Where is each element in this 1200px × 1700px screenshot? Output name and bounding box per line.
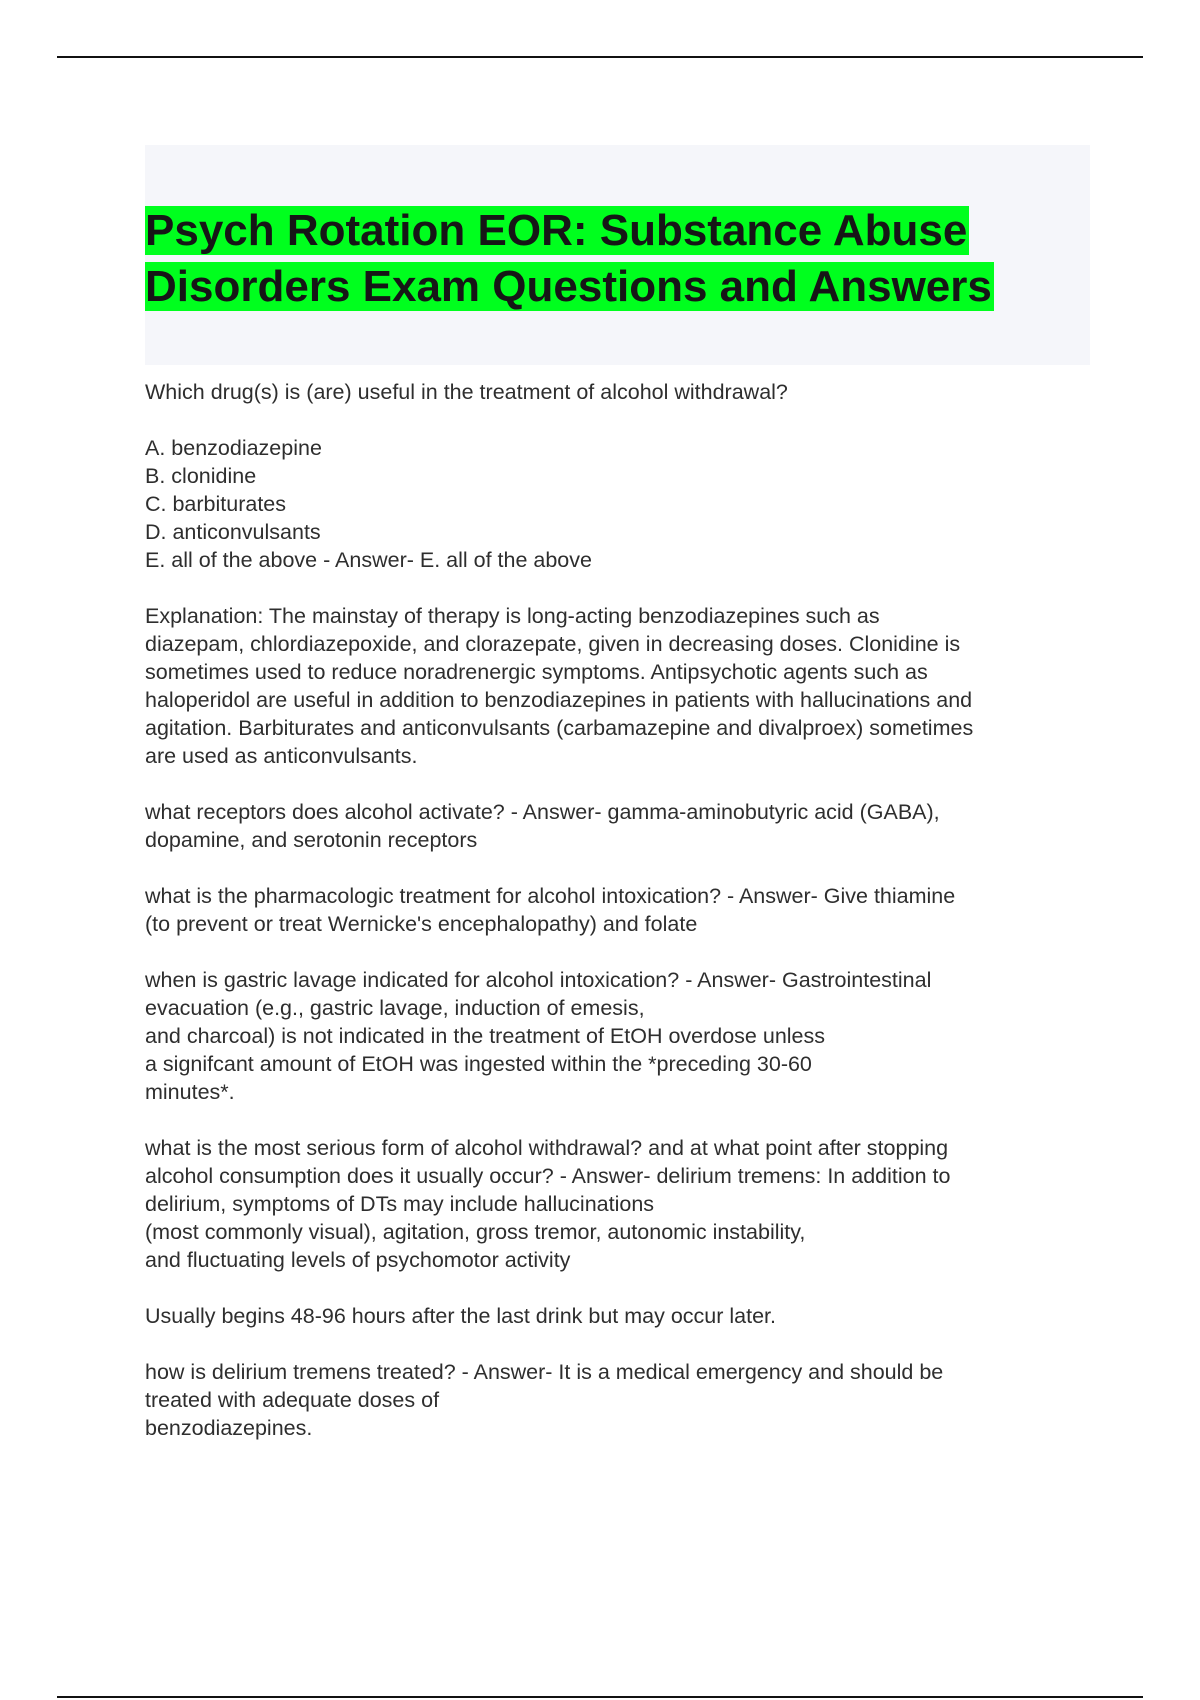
top-rule <box>57 56 1143 58</box>
text-line: Which drug(s) is (are) useful in the treatment of alcohol withdrawal? <box>145 380 788 404</box>
text-line: Explanation: The mainstay of therapy is long-acting benzodiazepines such as <box>145 604 880 628</box>
option-b: B. clonidine <box>145 464 257 488</box>
text-line: dopamine, and serotonin receptors <box>145 828 478 852</box>
option-e-answer: E. all of the above - Answer- E. all of the above <box>145 548 592 572</box>
text-line: minutes*. <box>145 1080 235 1104</box>
qa-withdrawal-form <box>145 1134 1090 1274</box>
text-line: evacuation (e.g., gastric lavage, induction of emesis, <box>145 996 645 1020</box>
option-d: D. anticonvulsants <box>145 520 321 544</box>
text-line: (most commonly visual), agitation, gross tremor, autonomic instability, <box>145 1220 806 1244</box>
text-line: a signifcant amount of EtOH was ingested within the *preceding 30-60 <box>145 1052 812 1076</box>
title-line-1: Psych Rotation EOR: Substance Abuse <box>145 206 968 255</box>
text-line: and charcoal) is not indicated in the treatment of EtOH overdose unless <box>145 1024 826 1048</box>
text-line: sometimes used to reduce noradrenergic symptoms. Antipsychotic agents such as <box>145 660 928 684</box>
text-line: what is the most serious form of alcohol withdrawal? and at what point after stopping <box>145 1136 949 1160</box>
bottom-rule <box>57 1696 1143 1698</box>
document-body <box>145 145 1090 1442</box>
qa-intoxication-treatment <box>145 882 1090 938</box>
answer-options <box>145 434 1090 574</box>
qa-gastric-lavage <box>145 966 1090 1106</box>
text-line: Usually begins 48-96 hours after the last drink but may occur later. <box>145 1304 776 1328</box>
text-line: delirium, symptoms of DTs may include hallucinations <box>145 1192 655 1216</box>
document-title <box>145 203 1090 315</box>
text-line: and fluctuating levels of psychomotor activity <box>145 1248 571 1272</box>
title-line-2: Disorders Exam Questions and Answers <box>145 262 992 311</box>
text-line: haloperidol are useful in addition to benzodiazepines in patients with hallucinations and <box>145 688 973 712</box>
text-line: benzodiazepines. <box>145 1416 313 1440</box>
qa-dt-treatment <box>145 1358 1090 1442</box>
text-line: agitation. Barbiturates and anticonvulsants (carbamazepine and divalproex) sometimes <box>145 716 974 740</box>
text-line: what is the pharmacologic treatment for alcohol intoxication? - Answer- Give thiamine <box>145 884 956 908</box>
question-1 <box>145 378 1090 406</box>
text-line: diazepam, chlordiazepoxide, and clorazepate, given in decreasing doses. Clonidine is <box>145 632 961 656</box>
text-line: are used as anticonvulsants. <box>145 744 418 768</box>
text-line: (to prevent or treat Wernicke's encephalopathy) and folate <box>145 912 698 936</box>
text-line: treated with adequate doses of <box>145 1388 440 1412</box>
onset-note <box>145 1302 1090 1330</box>
option-c: C. barbiturates <box>145 492 287 516</box>
title-panel <box>145 145 1090 365</box>
text-line: how is delirium tremens treated? - Answer- It is a medical emergency and should be <box>145 1360 944 1384</box>
qa-content <box>145 378 1090 1442</box>
explanation <box>145 602 1090 770</box>
text-line: what receptors does alcohol activate? - Answer- gamma-aminobutyric acid (GABA), <box>145 800 940 824</box>
text-line: alcohol consumption does it usually occur? - Answer- delirium tremens: In addition to <box>145 1164 951 1188</box>
qa-alcohol-receptors <box>145 798 1090 854</box>
option-a: A. benzodiazepine <box>145 436 322 460</box>
text-line: when is gastric lavage indicated for alcohol intoxication? - Answer- Gastrointestinal <box>145 968 932 992</box>
